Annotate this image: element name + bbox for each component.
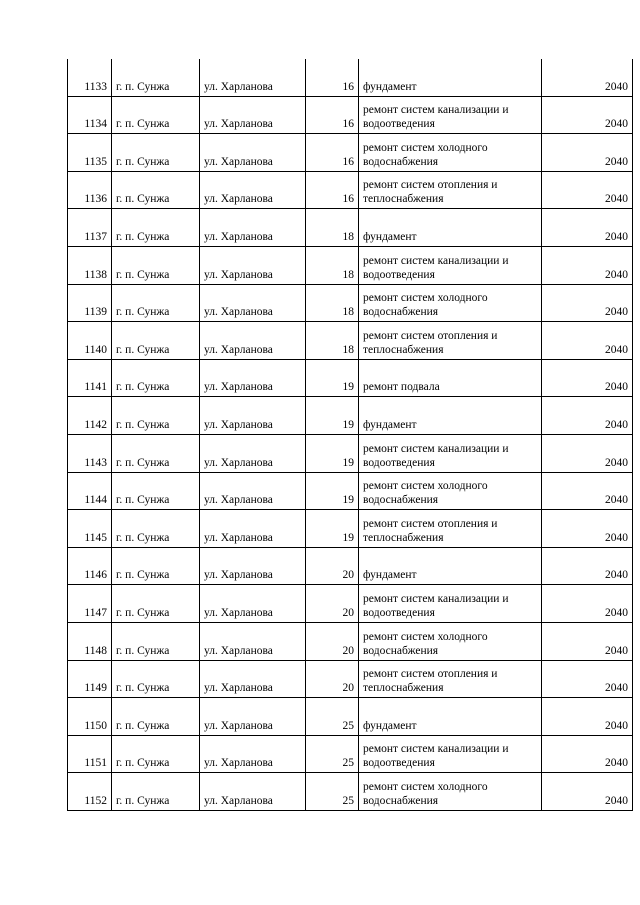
work-type-cell: ремонт систем отопления и теплоснабжения [359, 660, 542, 698]
settlement-cell: г. п. Сунжа [112, 585, 200, 623]
settlement-cell: г. п. Сунжа [112, 698, 200, 736]
house-number-cell: 20 [306, 585, 359, 623]
work-type-cell: ремонт систем холодного водоснабжения [359, 134, 542, 172]
row-number: 1149 [68, 660, 112, 698]
row-number: 1141 [68, 359, 112, 397]
settlement-cell: г. п. Сунжа [112, 322, 200, 360]
house-number-cell: 25 [306, 698, 359, 736]
settlement-cell: г. п. Сунжа [112, 134, 200, 172]
street-cell: ул. Харланова [200, 96, 306, 134]
settlement-cell: г. п. Сунжа [112, 547, 200, 585]
settlement-cell: г. п. Сунжа [112, 209, 200, 247]
work-type-cell: ремонт систем канализации и водоотведения [359, 585, 542, 623]
work-type-cell: ремонт систем отопления и теплоснабжения [359, 322, 542, 360]
work-type-cell: ремонт систем холодного водоснабжения [359, 284, 542, 322]
street-cell: ул. Харланова [200, 510, 306, 548]
year-cell: 2040 [542, 209, 633, 247]
row-number: 1147 [68, 585, 112, 623]
row-number: 1151 [68, 735, 112, 773]
settlement-cell: г. п. Сунжа [112, 660, 200, 698]
table-row [68, 246, 633, 284]
settlement-cell: г. п. Сунжа [112, 359, 200, 397]
street-cell: ул. Харланова [200, 171, 306, 209]
table-row [68, 134, 633, 172]
table-row [68, 59, 633, 96]
row-number: 1150 [68, 698, 112, 736]
table-row [68, 434, 633, 472]
year-cell: 2040 [542, 735, 633, 773]
repair-schedule-table [67, 59, 633, 811]
house-number-cell: 25 [306, 735, 359, 773]
year-cell: 2040 [542, 547, 633, 585]
house-number-cell: 20 [306, 622, 359, 660]
table-row [68, 773, 633, 811]
settlement-cell: г. п. Сунжа [112, 171, 200, 209]
street-cell: ул. Харланова [200, 585, 306, 623]
year-cell: 2040 [542, 59, 633, 96]
row-number: 1143 [68, 434, 112, 472]
settlement-cell: г. п. Сунжа [112, 96, 200, 134]
table-row [68, 547, 633, 585]
work-type-cell: ремонт систем канализации и водоотведения [359, 246, 542, 284]
row-number: 1144 [68, 472, 112, 510]
settlement-cell: г. п. Сунжа [112, 397, 200, 435]
work-type-cell: ремонт систем отопления и теплоснабжения [359, 510, 542, 548]
street-cell: ул. Харланова [200, 660, 306, 698]
settlement-cell: г. п. Сунжа [112, 59, 200, 96]
street-cell: ул. Харланова [200, 735, 306, 773]
table-row [68, 359, 633, 397]
year-cell: 2040 [542, 585, 633, 623]
row-number: 1135 [68, 134, 112, 172]
settlement-cell: г. п. Сунжа [112, 246, 200, 284]
work-type-cell: ремонт систем отопления и теплоснабжения [359, 171, 542, 209]
table-row [68, 322, 633, 360]
house-number-cell: 16 [306, 59, 359, 96]
street-cell: ул. Харланова [200, 773, 306, 811]
year-cell: 2040 [542, 171, 633, 209]
street-cell: ул. Харланова [200, 472, 306, 510]
table-row [68, 209, 633, 247]
settlement-cell: г. п. Сунжа [112, 434, 200, 472]
settlement-cell: г. п. Сунжа [112, 622, 200, 660]
table-row [68, 472, 633, 510]
street-cell: ул. Харланова [200, 397, 306, 435]
year-cell: 2040 [542, 284, 633, 322]
row-number: 1134 [68, 96, 112, 134]
work-type-cell: фундамент [359, 397, 542, 435]
table-row [68, 622, 633, 660]
work-type-cell: ремонт систем холодного водоснабжения [359, 773, 542, 811]
table-row [68, 660, 633, 698]
table-body [68, 59, 633, 810]
year-cell: 2040 [542, 322, 633, 360]
settlement-cell: г. п. Сунжа [112, 735, 200, 773]
house-number-cell: 25 [306, 773, 359, 811]
year-cell: 2040 [542, 96, 633, 134]
work-type-cell: ремонт систем канализации и водоотведения [359, 96, 542, 134]
street-cell: ул. Харланова [200, 547, 306, 585]
work-type-cell: ремонт систем канализации и водоотведения [359, 434, 542, 472]
table-row [68, 171, 633, 209]
house-number-cell: 19 [306, 397, 359, 435]
street-cell: ул. Харланова [200, 284, 306, 322]
year-cell: 2040 [542, 773, 633, 811]
street-cell: ул. Харланова [200, 698, 306, 736]
year-cell: 2040 [542, 698, 633, 736]
settlement-cell: г. п. Сунжа [112, 773, 200, 811]
row-number: 1148 [68, 622, 112, 660]
work-type-cell: фундамент [359, 698, 542, 736]
row-number: 1146 [68, 547, 112, 585]
settlement-cell: г. п. Сунжа [112, 472, 200, 510]
row-number: 1140 [68, 322, 112, 360]
settlement-cell: г. п. Сунжа [112, 284, 200, 322]
house-number-cell: 19 [306, 434, 359, 472]
year-cell: 2040 [542, 660, 633, 698]
work-type-cell: фундамент [359, 59, 542, 96]
row-number: 1152 [68, 773, 112, 811]
row-number: 1145 [68, 510, 112, 548]
year-cell: 2040 [542, 359, 633, 397]
street-cell: ул. Харланова [200, 359, 306, 397]
row-number: 1138 [68, 246, 112, 284]
table-row [68, 96, 633, 134]
year-cell: 2040 [542, 134, 633, 172]
row-number: 1137 [68, 209, 112, 247]
table-row [68, 284, 633, 322]
year-cell: 2040 [542, 246, 633, 284]
street-cell: ул. Харланова [200, 434, 306, 472]
year-cell: 2040 [542, 397, 633, 435]
year-cell: 2040 [542, 510, 633, 548]
table-row [68, 585, 633, 623]
work-type-cell: ремонт систем холодного водоснабжения [359, 472, 542, 510]
house-number-cell: 20 [306, 660, 359, 698]
street-cell: ул. Харланова [200, 209, 306, 247]
street-cell: ул. Харланова [200, 622, 306, 660]
street-cell: ул. Харланова [200, 59, 306, 96]
year-cell: 2040 [542, 472, 633, 510]
street-cell: ул. Харланова [200, 322, 306, 360]
house-number-cell: 19 [306, 359, 359, 397]
row-number: 1139 [68, 284, 112, 322]
street-cell: ул. Харланова [200, 134, 306, 172]
house-number-cell: 16 [306, 96, 359, 134]
table-row [68, 698, 633, 736]
house-number-cell: 18 [306, 209, 359, 247]
work-type-cell: фундамент [359, 209, 542, 247]
table-row [68, 735, 633, 773]
work-type-cell: ремонт подвала [359, 359, 542, 397]
table-row [68, 510, 633, 548]
work-type-cell: ремонт систем холодного водоснабжения [359, 622, 542, 660]
work-type-cell: фундамент [359, 547, 542, 585]
work-type-cell: ремонт систем канализации и водоотведения [359, 735, 542, 773]
house-number-cell: 19 [306, 472, 359, 510]
house-number-cell: 18 [306, 284, 359, 322]
row-number: 1142 [68, 397, 112, 435]
row-number: 1136 [68, 171, 112, 209]
street-cell: ул. Харланова [200, 246, 306, 284]
house-number-cell: 20 [306, 547, 359, 585]
house-number-cell: 16 [306, 171, 359, 209]
row-number: 1133 [68, 59, 112, 96]
house-number-cell: 18 [306, 246, 359, 284]
settlement-cell: г. п. Сунжа [112, 510, 200, 548]
year-cell: 2040 [542, 434, 633, 472]
year-cell: 2040 [542, 622, 633, 660]
house-number-cell: 18 [306, 322, 359, 360]
table-row [68, 397, 633, 435]
house-number-cell: 16 [306, 134, 359, 172]
house-number-cell: 19 [306, 510, 359, 548]
